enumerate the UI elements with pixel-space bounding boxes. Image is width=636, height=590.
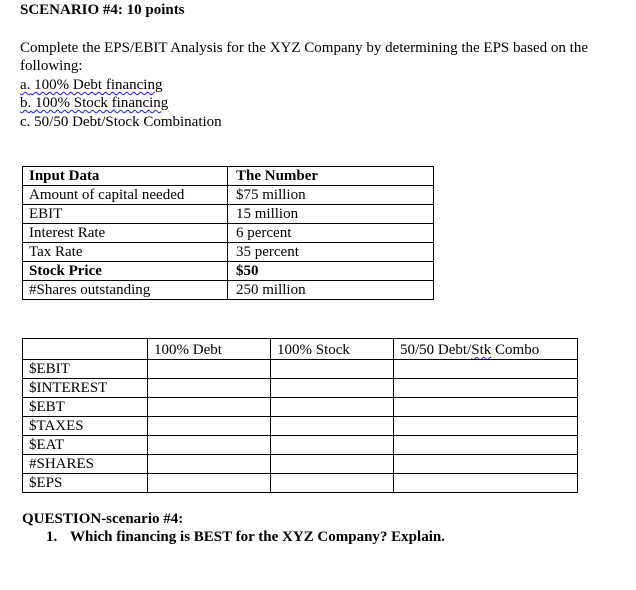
row-label: $EAT xyxy=(23,436,148,455)
row-value: $75 million xyxy=(228,186,434,205)
option-b-text: 100% Stock financing xyxy=(31,95,169,111)
table-row xyxy=(23,436,578,455)
stock-cell[interactable] xyxy=(271,474,394,493)
combo-cell[interactable] xyxy=(394,417,578,436)
combo-cell[interactable] xyxy=(394,379,578,398)
option-c: c. 50/50 Debt/Stock Combination xyxy=(20,114,222,130)
table-row xyxy=(23,379,578,398)
row-label: $INTEREST xyxy=(23,379,148,398)
row-label: Interest Rate xyxy=(23,224,228,243)
option-a-marker: a. xyxy=(20,77,31,93)
option-b xyxy=(20,95,168,112)
row-value: 15 million xyxy=(228,205,434,224)
row-value: 250 million xyxy=(228,281,434,300)
stock-cell[interactable] xyxy=(271,455,394,474)
table-header-row xyxy=(23,167,434,186)
debt-cell[interactable] xyxy=(148,436,271,455)
combo-cell[interactable] xyxy=(394,360,578,379)
combo-header-part-1: 50/50 Debt/ xyxy=(400,342,472,358)
row-value: 35 percent xyxy=(228,243,434,262)
table-row xyxy=(23,205,434,224)
debt-cell[interactable] xyxy=(148,360,271,379)
table-header-row xyxy=(23,339,578,360)
combo-cell[interactable] xyxy=(394,455,578,474)
row-label: EBIT xyxy=(23,205,228,224)
row-label: Tax Rate xyxy=(23,243,228,262)
option-b-marker: b. xyxy=(20,95,32,111)
eps-ebit-table xyxy=(22,338,578,493)
table-row xyxy=(23,398,578,417)
table-row xyxy=(23,186,434,205)
row-label: $EBT xyxy=(23,398,148,417)
debt-cell[interactable] xyxy=(148,379,271,398)
table-row xyxy=(23,360,578,379)
combo-header-stk: Stk xyxy=(471,342,492,358)
number-header: The Number xyxy=(228,167,434,186)
row-label: #Shares outstanding xyxy=(23,281,228,300)
debt-cell[interactable] xyxy=(148,398,271,417)
stock-cell[interactable] xyxy=(271,360,394,379)
question-heading: QUESTION-scenario #4: xyxy=(22,511,184,527)
row-label: Amount of capital needed xyxy=(23,186,228,205)
row-label: $EPS xyxy=(23,474,148,493)
input-data-table xyxy=(22,166,434,300)
scenario-title: SCENARIO #4: 10 points xyxy=(20,2,185,18)
combo-cell[interactable] xyxy=(394,474,578,493)
debt-cell[interactable] xyxy=(148,455,271,474)
combo-cell[interactable] xyxy=(394,398,578,417)
combo-header-part-2: Combo xyxy=(491,342,540,358)
table-row xyxy=(23,262,434,281)
debt-header: 100% Debt xyxy=(148,339,271,360)
stock-cell[interactable] xyxy=(271,417,394,436)
combo-cell[interactable] xyxy=(394,436,578,455)
combo-header xyxy=(394,339,578,360)
row-value: $50 xyxy=(228,262,434,281)
option-a xyxy=(20,77,162,94)
table-row xyxy=(23,224,434,243)
instructions-line-2: following: xyxy=(20,58,83,74)
question-number: 1. xyxy=(46,529,58,545)
debt-cell[interactable] xyxy=(148,474,271,493)
table-row xyxy=(23,474,578,493)
stock-cell[interactable] xyxy=(271,436,394,455)
row-label: $EBIT xyxy=(23,360,148,379)
table-row xyxy=(23,417,578,436)
blank-header xyxy=(23,339,148,360)
stock-cell[interactable] xyxy=(271,379,394,398)
table-row xyxy=(23,455,578,474)
row-value: 6 percent xyxy=(228,224,434,243)
stock-cell[interactable] xyxy=(271,398,394,417)
input-data-header: Input Data xyxy=(23,167,228,186)
row-label: #SHARES xyxy=(23,455,148,474)
option-a-text: 100% Debt financing xyxy=(30,77,163,93)
row-label: Stock Price xyxy=(23,262,228,281)
debt-cell[interactable] xyxy=(148,417,271,436)
question-text: Which financing is BEST for the XYZ Company? Explain. xyxy=(70,529,445,545)
row-label: $TAXES xyxy=(23,417,148,436)
stock-header: 100% Stock xyxy=(271,339,394,360)
instructions-line-1: Complete the EPS/EBIT Analysis for the XYZ Company by determining the EPS based on the xyxy=(20,40,588,56)
table-row xyxy=(23,281,434,300)
table-row xyxy=(23,243,434,262)
